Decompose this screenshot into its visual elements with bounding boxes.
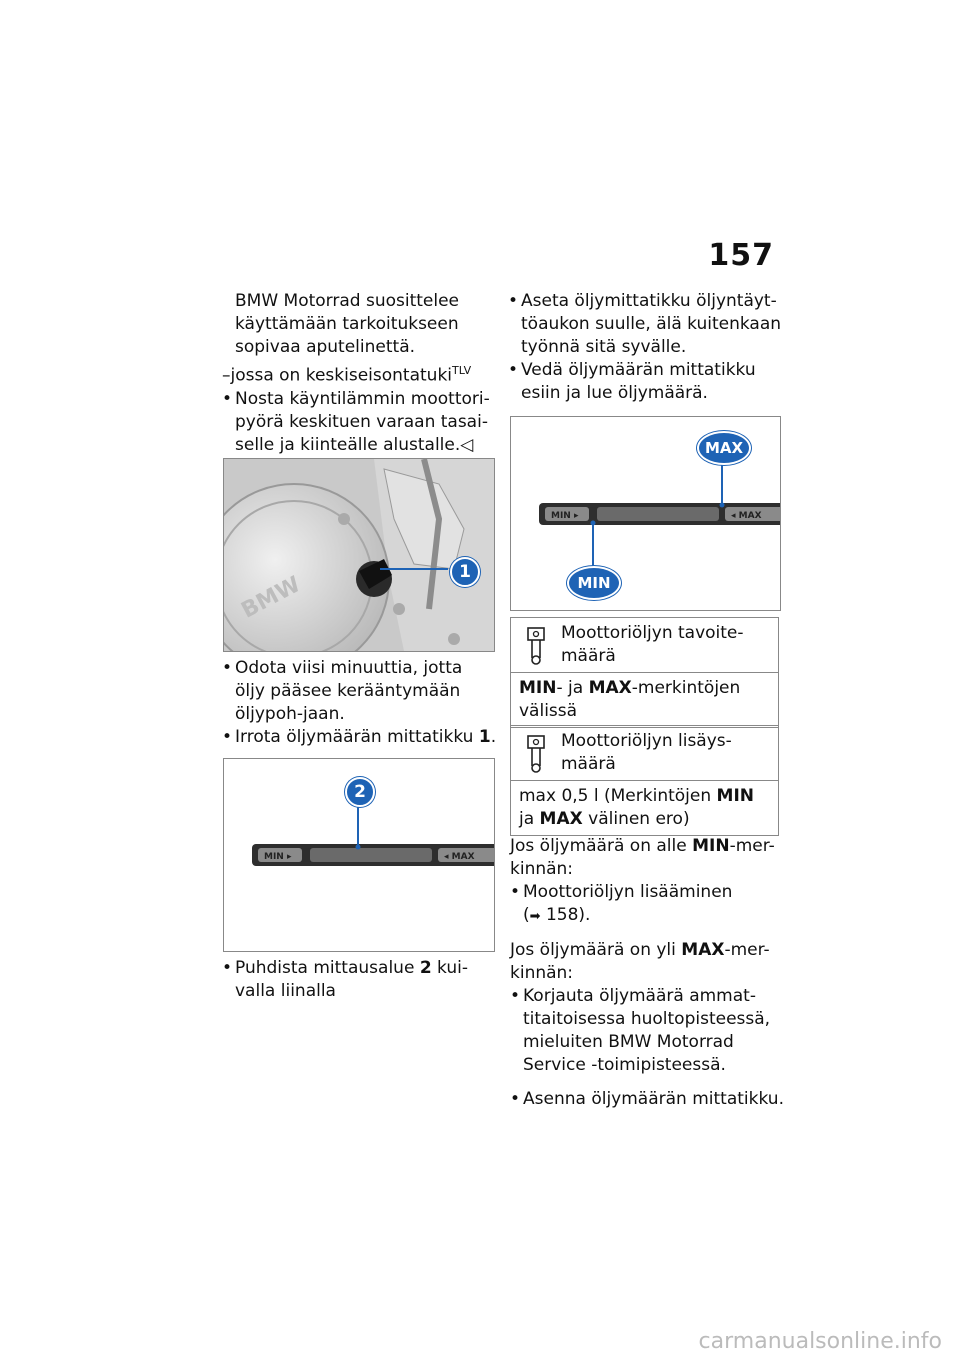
spec-target-amount <box>510 617 779 728</box>
dipstick-figure-min-max <box>510 416 781 611</box>
page-number: 157 <box>708 238 774 273</box>
dipstick-min-label: MIN ▸ <box>264 852 292 862</box>
engine-oil-icon <box>525 734 547 774</box>
bullet-read-level: • Vedä öljymäärän mittatikku esiin ja lue öljymäärä. <box>508 359 783 405</box>
dipstick-figure-clean <box>223 758 495 952</box>
spec-target-value: MIN- ja MAX-merkintöjen välissä <box>519 678 741 721</box>
page-ref-number: 158). <box>545 905 591 925</box>
watermark: carmanualsonline.info <box>698 1329 942 1354</box>
bullet-lift-bike: • Nosta käyntilämmin moottori-pyörä keskituen varaan tasai-selle ja kiinteälle alustalle.◁ <box>222 388 497 457</box>
arrow-icon: ➡ <box>529 909 541 924</box>
bullet-correct-oil: • Korjauta öljymäärä ammat-titaitoisessa huoltopisteessä, mieluiten BMW Motorrad Service -toimipisteessä. <box>510 985 785 1077</box>
fig3-max-label: ◂ MAX <box>731 511 762 521</box>
tlv-sup: TLV <box>452 364 472 377</box>
intro-text: BMW Motorrad suosittelee käyttämään tarkoitukseen sopivaa aputelinettä. <box>235 291 460 357</box>
engine-figure <box>223 458 495 652</box>
right-column <box>508 290 783 405</box>
fig3-min-label: MIN ▸ <box>551 511 579 521</box>
bullet-remove-dipstick: • Irrota öljymäärän mittatikku 1. <box>222 726 497 749</box>
above-max-text: Jos öljymäärä on yli MAX-mer-kinnän: <box>510 940 770 983</box>
callout-1: 1 <box>450 557 480 587</box>
engine-illustration <box>224 459 494 651</box>
callout-2: 2 <box>345 777 375 807</box>
spec-topup-header <box>511 726 778 781</box>
left-column-3 <box>222 957 497 1003</box>
spec-topup-title: Moottoriöljyn lisäys-määrä <box>561 731 732 774</box>
left-column-2 <box>222 657 497 749</box>
right-column-2 <box>510 835 785 1111</box>
dash-item: –jossa on keskiseisontatuki$^{TLV}$ <box>222 364 472 386</box>
below-min-text: Jos öljymäärä on alle MIN-mer-kinnän: <box>510 836 775 879</box>
bmw-embossed-logo: BMW <box>237 572 305 624</box>
spec-target-header <box>511 618 778 673</box>
spec-target-title: Moottoriöljyn tavoite-määrä <box>561 623 744 666</box>
spec-topup-value: max 0,5 l (Merkintöjen MIN ja MAX välinen ero) <box>519 786 755 829</box>
bullet-place-dipstick: • Aseta öljymittatikku öljyntäyt-töaukon suulle, älä kuitenkaan työnnä sitä syvälle. <box>508 290 783 359</box>
bullet-clean: • Puhdista mittausalue 2 kui-valla liinalla <box>222 957 497 1003</box>
spec-topup-amount <box>510 725 779 836</box>
left-column <box>222 290 497 457</box>
bullet-wait: • Odota viisi minuuttia, jotta öljy pääsee kerääntymään öljypoh-jaan. <box>222 657 497 726</box>
page-reference: (➡ 158). <box>523 905 591 925</box>
engine-oil-icon <box>525 626 547 666</box>
min-callout: MIN <box>567 566 621 600</box>
dipstick-max-label: ◂ MAX <box>444 852 475 862</box>
max-callout: MAX <box>697 431 751 465</box>
bullet-install-dipstick: • Asenna öljymäärän mittatikku. <box>510 1088 785 1111</box>
bullet-add-oil: • Moottoriöljyn lisääminen <box>510 881 785 904</box>
